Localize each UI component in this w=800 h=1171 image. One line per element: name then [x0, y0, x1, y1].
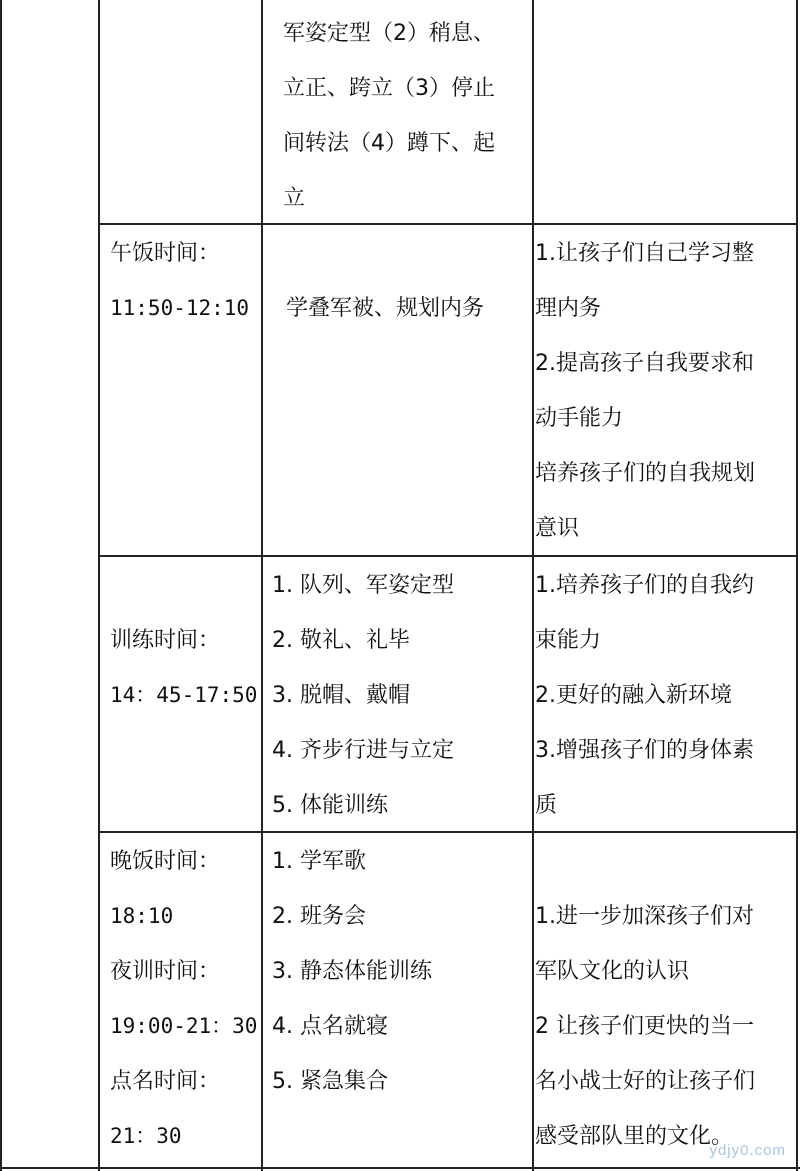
goal-line: 理内务	[535, 296, 602, 321]
content-line: 立正、跨立（3）停止	[283, 76, 495, 101]
time-value: 11:50-12:10	[110, 296, 250, 320]
goal-line: 1.培养孩子们的自我约	[535, 573, 754, 598]
time-label: 午饭时间：	[110, 241, 221, 266]
row1-content-cell	[283, 6, 528, 226]
row2-content-cell	[286, 281, 531, 336]
time-value: 21：30	[110, 1124, 182, 1148]
goal-line: 培养孩子们的自我规划	[535, 461, 756, 486]
content-line: 5. 体能训练	[272, 793, 388, 818]
table-border-bottom	[0, 1167, 800, 1169]
goal-line: 束能力	[535, 628, 602, 653]
content-line: 5. 紧急集合	[272, 1069, 388, 1094]
goal-line: 军队文化的认识	[535, 959, 690, 984]
table-border-left	[0, 0, 2, 1171]
row2-time-cell	[110, 226, 260, 336]
content-line: 学叠军被、规划内务	[286, 296, 485, 321]
time-value: 19:00-21：30	[110, 1014, 258, 1038]
goal-line: 1.让孩子们自己学习整	[535, 241, 754, 266]
goal-line: 1.进一步加深孩子们对	[535, 904, 754, 929]
content-line: 1. 学军歌	[272, 849, 366, 874]
goal-line: 感受部队里的文化。	[535, 1124, 734, 1149]
content-line: 3. 脱帽、戴帽	[272, 683, 410, 708]
row3-content-cell	[272, 558, 530, 833]
row4-goals-cell	[535, 889, 795, 1164]
goal-line: 2.更好的融入新环境	[535, 683, 732, 708]
row3-goals-cell	[535, 558, 795, 833]
goal-line: 质	[535, 793, 558, 818]
content-line: 间转法（4）蹲下、起	[283, 131, 495, 156]
row3-time-cell	[110, 613, 260, 723]
time-value: 14：45-17:50	[110, 683, 258, 707]
goal-line: 2 让孩子们更快的当一	[535, 1014, 754, 1039]
content-line: 2. 敬礼、礼毕	[272, 628, 410, 653]
time-label: 晚饭时间：	[110, 849, 221, 874]
goal-line: 意识	[535, 516, 580, 541]
row2-goals-cell	[535, 226, 795, 556]
table-border-right	[796, 0, 798, 1171]
site-watermark: ydjy0.com	[709, 1142, 786, 1159]
row4-time-cell	[110, 834, 260, 1164]
content-line: 4. 点名就寝	[272, 1014, 388, 1039]
content-line: 2. 班务会	[272, 904, 366, 929]
time-label: 夜训时间：	[110, 959, 221, 984]
table-divider-col3	[532, 0, 534, 1171]
row4-content-cell	[272, 834, 530, 1109]
content-line: 4. 齐步行进与立定	[272, 738, 454, 763]
content-line: 立	[283, 186, 306, 211]
table-divider-col2	[261, 0, 263, 1171]
goal-line: 动手能力	[535, 406, 624, 431]
table-divider-col1	[98, 0, 100, 1171]
content-line: 1. 队列、军姿定型	[272, 573, 454, 598]
goal-line: 3.增强孩子们的身体素	[535, 738, 754, 763]
time-value: 18:10	[110, 904, 174, 928]
goal-line: 2.提高孩子自我要求和	[535, 351, 754, 376]
content-line: 3. 静态体能训练	[272, 959, 432, 984]
time-label: 点名时间：	[110, 1069, 221, 1094]
time-label: 训练时间：	[110, 628, 221, 653]
goal-line: 名小战士好的让孩子们	[535, 1069, 756, 1094]
content-line: 军姿定型（2）稍息、	[283, 21, 495, 46]
